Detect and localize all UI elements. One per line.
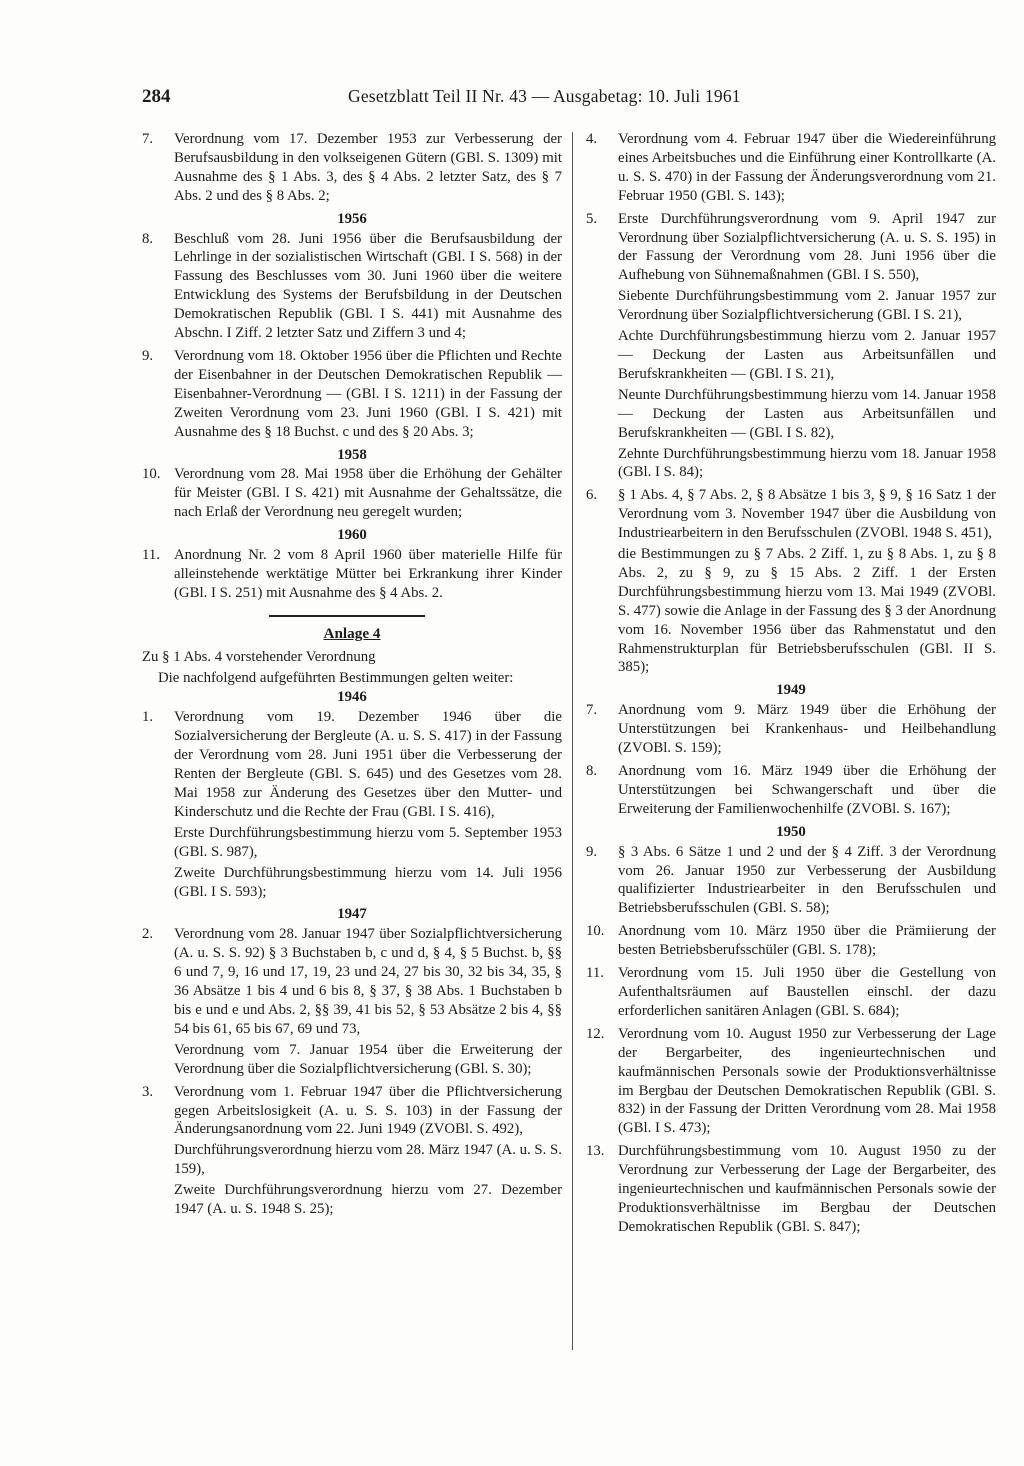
item-number: 3. xyxy=(142,1083,154,1100)
list-item xyxy=(142,130,562,208)
item-number: 11. xyxy=(586,965,604,982)
list-item xyxy=(586,486,996,679)
list-item xyxy=(142,925,562,1080)
item-number: 1. xyxy=(142,709,154,726)
item-text: Zehnte Durchführungsbestimmung hierzu vom 18. Januar 1958 (GBl. I S. 84); xyxy=(618,445,996,481)
running-title: Gesetzblatt Teil II Nr. 43 — Ausgabetag: 10. Juli 1961 xyxy=(348,86,741,106)
item-text: Siebente Durchführungsbestimmung vom 2. Januar 1957 zur Verordnung über Sozialpflichtversicherung (GBl. I S. 21), xyxy=(618,288,996,324)
item-number: 9. xyxy=(586,843,598,860)
item-number: 5. xyxy=(586,210,598,227)
list-item xyxy=(586,210,996,485)
item-number: 12. xyxy=(586,1025,605,1042)
year-heading: 1958 xyxy=(337,446,367,463)
item-number: 11. xyxy=(142,547,160,564)
annex-intro: Die nachfolgend aufgeführten Bestimmungen gelten weiter: xyxy=(158,669,514,686)
year-heading: 1950 xyxy=(776,823,806,840)
item-number: 10. xyxy=(586,923,605,940)
list-item xyxy=(586,843,996,921)
item-text: Verordnung vom 1. Februar 1947 über die Pflichtversicherung gegen Arbeitslosigkeit (A. u. S. S. 103) in der Fassung der Änderungsanordnung vom 22. Juni 1949 (ZVOBl. S. 492), xyxy=(174,1083,562,1138)
list-item xyxy=(142,465,562,524)
item-number: 8. xyxy=(586,763,598,779)
item-text: Achte Durchführungsbestimmung hierzu vom 2. Januar 1957 — Deckung der Lasten aus Arbeitsunfällen und Berufskrankheiten — (GBl. I S. 21), xyxy=(618,328,996,382)
item-text: Zweite Durchführungsverordnung hierzu vom 27. Dezember 1947 (A. u. S. 1948 S. 25); xyxy=(174,1182,562,1218)
item-text: Verordnung vom 18. Oktober 1956 über die Pflichten und Rechte der Eisenbahner in der Deutschen Demokratischen Republik — Eisenbahner-Verordnung — (GBl. I S. 1211) in der Fassung der Zweiten Verordnung vom 23. Juni 1960 (GBl. I S. 421) mit Ausnahme des § 18 Buchst. c und des § 20 Abs. 3; xyxy=(174,347,562,440)
year-heading: 1956 xyxy=(337,210,367,227)
list-item xyxy=(586,922,996,962)
item-text: Beschluß vom 28. Juni 1956 über die Berufsausbildung der Lehrlinge in der sozialistischen Wirtschaft (GBl. I S. 568) in der Fassung des Beschlusses vom 30. Juni 1960 über die weitere Entwicklung des Systems der Berufsbildung in der Deutschen Demokratischen Republik (GBl. I S. 441) mit Ausnahme des Abschn. I Ziff. 2 letzter Satz und Ziffern 3 und 4; xyxy=(174,230,562,342)
item-text: Verordnung vom 4. Februar 1947 über die Wiedereinführung eines Arbeitsbuches und die Einführung einer Kontrollkarte (A. u. S. S. 470) in der Fassung der Änderungsverordnung vom 21. Februar 1950 (GBl. S. 143); xyxy=(618,131,996,204)
item-text: Verordnung vom 17. Dezember 1953 zur Verbesserung der Berufsausbildung in den volkseigenen Gütern (GBl. S. 1309) mit Ausnahme des § 1 Abs. 3, des § 4 Abs. 2 letzter Satz, des § 7 Abs. 2 und des § 8 Abs. 2; xyxy=(174,131,562,204)
item-text: Anordnung Nr. 2 vom 8 April 1960 über materielle Hilfe für alleinstehende werktätige Mütter bei Erkrankung ihrer Kinder (GBl. I S. 251) mit Ausnahme des § 4 Abs. 2. xyxy=(174,547,562,601)
item-text: Zweite Durchführungsbestimmung hierzu vom 14. Juli 1956 (GBl. I S. 593); xyxy=(174,864,562,900)
item-text: Verordnung vom 28. Januar 1947 über Sozialpflichtversicherung (A. u. S. S. 92) § 3 Buchstaben b, c und d, § 4, § 5 Buchst. b, §§ 6 und 7, 9, 16 und 17, 19, 23 und 24, 27 bis 30, 32 bis 34, 35, § 36 Absätze 1 bis 4 und 6 bis 8, § 37, § 38 Abs. 1 Buchstaben b bis e und e und Abs. 2, §§ 39, 41 bis 52, § 53 Absätze 2 bis 4, §§ 54 bis 61, 65 bis 67, 69 und 73, xyxy=(174,926,562,1037)
item-number: 13. xyxy=(586,1143,605,1160)
item-text: Erste Durchführungsbestimmung hierzu vom 5. September 1953 (GBl. S. 987), xyxy=(174,824,562,860)
list-item xyxy=(586,701,996,760)
year-heading: 1960 xyxy=(337,527,367,544)
item-text: Verordnung vom 19. Dezember 1946 über die Sozialversicherung der Bergleute (A. u. S. S. 417) in der Fassung der Verordnung vom 28. Juni 1951 über die Verbesserung der Renten der Bergleute (GBl. S. 645) und des Gesetzes vom 28. Mai 1958 zur Änderung des Gesetzes über den Mutter- und Kinderschutz und die Rechte der Frau (GBl. I S. 416), xyxy=(174,709,562,820)
year-heading: 1946 xyxy=(337,689,367,706)
annex-reference: Zu § 1 Abs. 4 vorstehender Verordnung xyxy=(142,648,376,665)
year-heading: 1949 xyxy=(776,682,806,699)
item-text: Verordnung vom 10. August 1950 zur Verbesserung der Lage der Bergarbeiter, des ingenieurtechnischen und kaufmännischen Personals sowie der Produktionsverhältnisse im Bergbau der Deutschen Demokratischen Republik (GBl. S. 832) in der Fassung der Dritten Verordnung vom 28. Mai 1958 (GBl. I S. 473); xyxy=(618,1025,996,1137)
item-text: die Bestimmungen zu § 7 Abs. 2 Ziff. 1, zu § 8 Abs. 1, zu § 8 Abs. 2, zu § 9, zu § 15 Abs. 2 Ziff. 1 der Ersten Durchführungsbestimmung hierzu vom 13. Mai 1949 (ZVOBl. S. 477) sowie die Anlage in der Fassung des § 3 der Anordnung vom 16. November 1956 über das Rahmenstatut und den Rahmenstrukturplan für Betriebsberufsschulen (GBl. II S. 385); xyxy=(618,546,996,676)
item-number: 2. xyxy=(142,926,154,943)
item-text: Anordnung vom 10. März 1950 über die Prämiierung der besten Betriebsberufsschüler (GBl. S. 178); xyxy=(618,923,996,959)
section-rule xyxy=(269,615,425,617)
item-text: Durchführungsverordnung hierzu vom 28. März 1947 (A. u. S. S. 159), xyxy=(174,1142,562,1178)
item-number: 9. xyxy=(142,347,154,364)
list-item xyxy=(586,130,996,208)
item-number: 7. xyxy=(586,702,598,719)
item-number: 7. xyxy=(142,131,154,147)
item-text: Erste Durchführungsverordnung vom 9. April 1947 zur Verordnung über Sozialpflichtversicherung (A. u. S. S. 195) in der Fassung der Verordnung vom 28. Juni 1956 über die Aufhebung von Sühnemaßnahmen (GBl. I S. 550), xyxy=(618,210,996,284)
item-number: 10. xyxy=(142,466,161,483)
list-item xyxy=(142,230,562,345)
list-item xyxy=(586,1025,996,1140)
right-column xyxy=(586,130,996,1241)
item-number: 4. xyxy=(586,131,598,147)
list-item xyxy=(142,347,562,444)
list-item xyxy=(142,546,562,605)
page-number: 284 xyxy=(142,86,171,107)
item-text: Neunte Durchführungsbestimmung hierzu vom 14. Januar 1958 — Deckung der Lasten aus Arbeitsunfällen und Berufskrankheiten — (GBl. I S. 82), xyxy=(618,386,996,441)
annex-title: Anlage 4 xyxy=(323,624,381,642)
list-item xyxy=(142,708,562,903)
column-divider xyxy=(572,132,573,1350)
list-item xyxy=(142,1083,562,1221)
item-number: 6. xyxy=(586,487,598,504)
item-text: Anordnung vom 16. März 1949 über die Erhöhung der Unterstützungen bei Schwangerschaft und über die Erweiterung der Familienwochenhilfe (ZVOBl. S. 167); xyxy=(618,763,996,817)
page-header xyxy=(142,86,782,110)
item-text: § 1 Abs. 4, § 7 Abs. 2, § 8 Absätze 1 bis 3, § 9, § 16 Satz 1 der Verordnung vom 3. November 1947 über die Ausbildung von Industriearbeitern in den Berufsschulen (ZVOBl. 1948 S. 451), xyxy=(618,487,996,542)
item-text: Verordnung vom 7. Januar 1954 über die Erweiterung der Verordnung über die Sozialpflichtversicherung (GBl. S. 30); xyxy=(174,1041,562,1077)
year-heading: 1947 xyxy=(337,906,367,923)
item-text: Durchführungsbestimmung vom 10. August 1950 zu der Verordnung zur Verbesserung der Lage der Bergarbeiter, des ingenieurtechnischen und kaufmännischen Personals sowie der Produktionsverhältnisse im Bergbau der Deutschen Demokratischen Republik (GBl. S. 847); xyxy=(618,1143,996,1235)
list-item xyxy=(586,1142,996,1239)
item-text: Verordnung vom 28. Mai 1958 über die Erhöhung der Gehälter für Meister (GBl. I S. 421) mit Ausnahme der Gehaltssätze, die nach Erlaß der Verordnung neu geregelt wurden; xyxy=(174,466,562,521)
list-item xyxy=(586,762,996,821)
list-item xyxy=(586,964,996,1023)
item-number: 8. xyxy=(142,230,154,247)
item-text: § 3 Abs. 6 Sätze 1 und 2 und der § 4 Ziff. 3 der Verordnung vom 26. Januar 1950 zur Verbesserung der Ausbildung qualifizierter Industriearbeiter in den Berufsschulen und Betriebsberufsschulen (GBl. S. 58); xyxy=(618,843,996,917)
item-text: Anordnung vom 9. März 1949 über die Erhöhung der Unterstützungen bei Krankenhaus- und Heilbehandlung (ZVOBl. S. 159); xyxy=(618,702,996,757)
item-text: Verordnung vom 15. Juli 1950 über die Gestellung von Aufenthaltsräumen auf Baustellen einschl. der dazu erforderlichen sanitären Anlagen (GBl. S. 684); xyxy=(618,965,996,1019)
left-column xyxy=(142,130,562,1223)
